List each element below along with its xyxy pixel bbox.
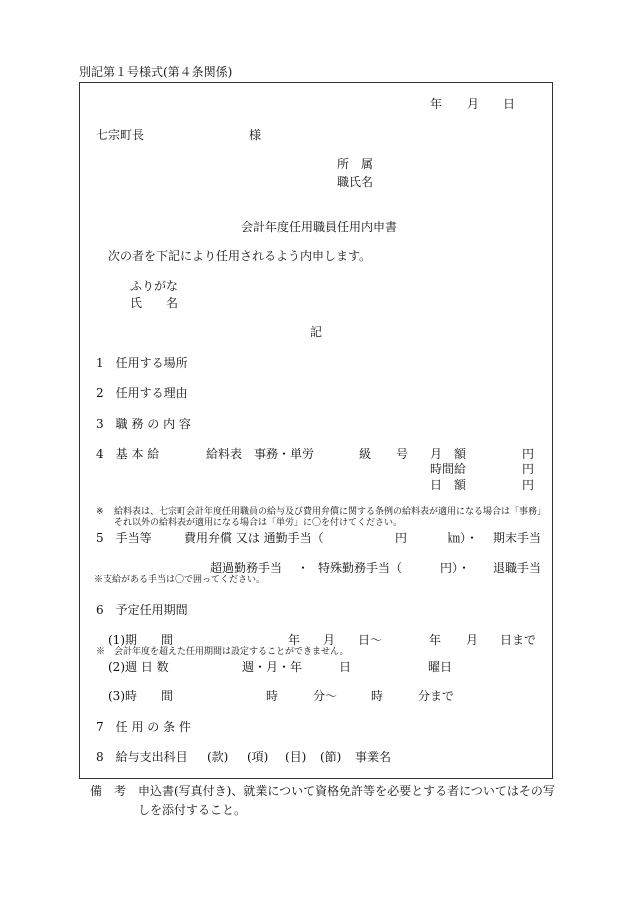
ki-heading: 記: [310, 325, 323, 339]
kou-label: (項): [247, 750, 269, 764]
minute-from: 分～: [313, 689, 338, 703]
moku-label: (目): [285, 750, 307, 764]
date-day: 日: [503, 97, 516, 111]
name-label: 氏 名: [130, 296, 179, 310]
item-4-note-line2: それ以外の給料表が適用になる場合は「単労」に〇を付けてください。: [114, 518, 403, 528]
addressee-title: 七宗町長: [96, 128, 145, 142]
weekday-label: 曜日: [428, 660, 453, 674]
applicant-name-title: 職氏名: [337, 175, 374, 189]
retirement-allowance: 退職手当: [493, 561, 542, 575]
remarks-line2: しを添付すること。: [138, 803, 247, 817]
item-6-note: ※ 会計年度を超えた任用期間は設定することができません。: [96, 647, 349, 657]
special-allowance: 特殊勤務手当（: [318, 561, 403, 575]
item-5-label: 5 手当等: [96, 531, 152, 545]
item-4-note-line1: 給料表は、七宗町会計年度任用職員の給与及び費用弁償に関する条例の給料表が適用になる場合は「事務」: [114, 507, 547, 517]
salary-table-label: 給料表 事務・単労: [206, 447, 315, 461]
hourly-yen: 円: [522, 462, 535, 476]
minute-until: 分まで: [418, 689, 455, 703]
period-month-from: 月: [323, 633, 336, 647]
daily-label: 日 額: [430, 478, 467, 492]
item-3-label: 3 職 務 の 内 容: [96, 417, 191, 431]
special-yen: 円）・: [440, 561, 471, 575]
item-6-label: 6 予定任用期間: [96, 603, 188, 617]
applicant-affiliation: 所 属: [337, 157, 374, 171]
week-unit-label: 週・月・年: [242, 660, 303, 674]
date-year: 年: [430, 97, 443, 111]
furigana-label: ふりがな: [130, 279, 179, 293]
daily-yen: 円: [522, 478, 535, 492]
item-4-label: 4 基 本 給: [96, 447, 160, 461]
overtime-allowance: 超過勤務手当: [210, 561, 283, 575]
period-label: (1)期 間: [108, 633, 173, 647]
expense-km: ㎞）・: [448, 531, 479, 545]
expense-yen: 円: [395, 531, 408, 545]
hourly-label: 時間給: [430, 462, 467, 476]
period-day-from: 日～: [358, 633, 383, 647]
hour-until: 時: [371, 689, 384, 703]
remarks-label: 備 考: [90, 784, 127, 798]
item-1-label: 1 任用する場所: [96, 356, 188, 370]
item-5-note: ※支給がある手当は〇で囲ってください。: [94, 575, 266, 585]
kan-label: (款): [207, 750, 229, 764]
item-4-note-mark: ※: [96, 507, 104, 517]
item-8-label: 8 給与支出科目: [96, 750, 188, 764]
end-allowance: 期末手当: [493, 531, 542, 545]
remarks-line1: 申込書(写真付き)、就業について資格免許等を必要とする者についてはその写: [138, 784, 555, 798]
step-label: 号: [396, 447, 409, 461]
period-year-from: 年: [288, 633, 301, 647]
item-2-label: 2 任用する理由: [96, 386, 188, 400]
doc-title: 会計年度任用職員任用内申書: [241, 220, 398, 234]
period-day-until: 日まで: [500, 633, 537, 647]
date-month: 月: [467, 97, 480, 111]
item-7-label: 7 任 用 の 条 件: [96, 720, 191, 734]
form-label: 別記第１号様式(第４条関係): [79, 65, 233, 79]
period-month-until: 月: [466, 633, 479, 647]
period-year-until: 年: [429, 633, 442, 647]
expense-label: 費用弁償 又は 通勤手当（: [184, 531, 324, 545]
separator-dot: ・: [297, 561, 310, 575]
hour-from: 時: [266, 689, 279, 703]
monthly-label: 月 額: [430, 447, 467, 461]
jigyo-label: 事業名: [355, 750, 392, 764]
monthly-yen: 円: [522, 447, 535, 461]
hours-label: (3)時 間: [108, 689, 173, 703]
setsu-label: (節): [320, 750, 342, 764]
days-label: 日: [339, 660, 352, 674]
addressee-honorific: 様: [249, 128, 262, 142]
week-days-label: (2)週 日 数: [108, 660, 169, 674]
intro-text: 次の者を下記により任用されるよう内申します。: [108, 249, 372, 263]
grade-label: 級: [359, 447, 372, 461]
